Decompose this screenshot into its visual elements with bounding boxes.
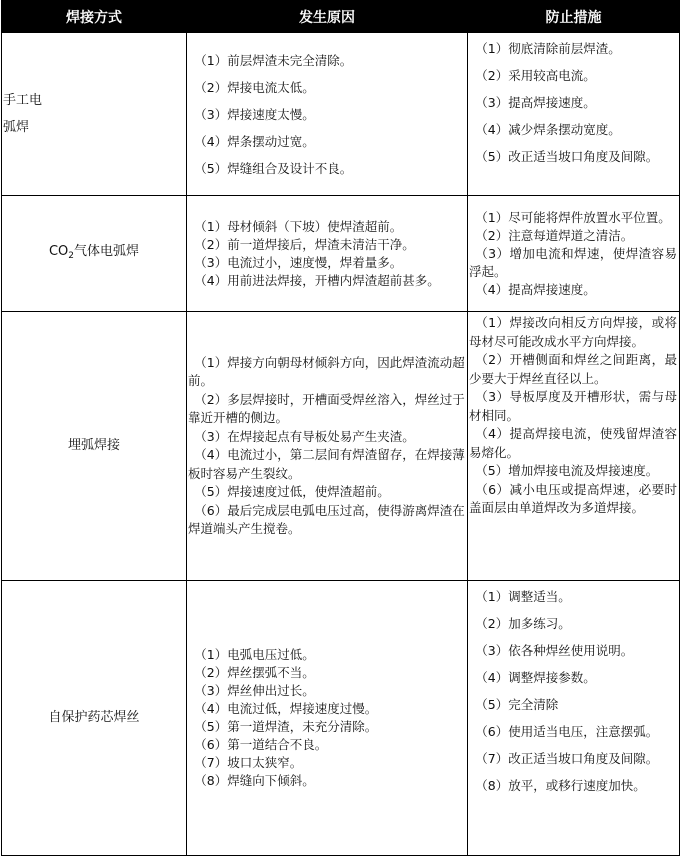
measures-cell xyxy=(468,196,680,312)
measure-item: （2）开槽侧面和焊丝之间距离，最少要大于焊丝直径以上。 xyxy=(469,352,677,386)
cause-item: （1）母材倾斜（下坡）使焊渣超前。 xyxy=(194,218,403,234)
method-cell-self-shielded: 自保护药芯焊丝 xyxy=(2,581,187,856)
header-cause: 发生原因 xyxy=(187,1,468,33)
causes-cell xyxy=(187,312,468,581)
measure-item: （1）尽可能将焊件放置水平位置。 xyxy=(475,209,671,225)
cause-item: （2）焊接电流太低。 xyxy=(194,79,315,95)
measure-item: （3）增加电流和焊速，使焊渣容易浮起。 xyxy=(469,245,677,279)
measure-item: （6）使用适当电压，注意摆弧。 xyxy=(475,724,659,739)
method-label-suffix: 气体电弧焊 xyxy=(74,243,140,259)
table-row xyxy=(2,196,680,312)
cause-item: （3）在焊接起点有导板处易产生夹渣。 xyxy=(194,428,415,444)
cause-item: （4）电流过小，第二层间有焊渣留存，在焊接薄板时容易产生裂纹。 xyxy=(188,447,465,481)
cause-item: （4）焊条摆动过宽。 xyxy=(194,133,315,149)
measure-item: （1）彻底清除前层焊渣。 xyxy=(475,41,621,56)
method-label: 弧焊 xyxy=(3,120,30,135)
cause-item: （4）电流过低，焊接速度过慢。 xyxy=(194,701,378,716)
cause-item: （4）用前进法焊接，开槽内焊渣超前甚多。 xyxy=(194,272,440,288)
measures-cell xyxy=(468,312,680,581)
measure-item: （5）增加焊接电流及焊接速度。 xyxy=(475,463,659,478)
measure-item: （2）注意每道焊道之清洁。 xyxy=(475,227,634,243)
measure-item: （3）提高焊接速度。 xyxy=(475,95,596,110)
cause-item: （3）焊丝伸出过长。 xyxy=(194,683,315,698)
measure-item: （4）调整焊接参数。 xyxy=(475,670,596,685)
measures-cell xyxy=(468,33,680,196)
measure-item: （4）提高焊接电流，使残留焊渣容易熔化。 xyxy=(469,426,677,460)
cause-item: （7）坡口太狭窄。 xyxy=(194,755,303,770)
table-row xyxy=(2,581,680,856)
measure-item: （1）焊接改向相反方向焊接，或将母材尽可能改成水平方向焊接。 xyxy=(469,315,677,349)
cause-item: （1）焊接方向朝母材倾斜方向，因此焊渣流动超前。 xyxy=(188,354,465,388)
cause-item: （1）电弧电压过低。 xyxy=(194,647,315,662)
cause-item: （5）焊缝组合及设计不良。 xyxy=(194,160,353,176)
measure-item: （5）改正适当坡口角度及间隙。 xyxy=(475,149,659,164)
causes-cell xyxy=(187,196,468,312)
cause-item: （6）最后完成层电弧电压过高，使得游离焊渣在焊道端头产生搅卷。 xyxy=(188,502,465,536)
measure-item: （3）导板厚度及开槽形状，需与母材相同。 xyxy=(469,389,677,423)
causes-cell xyxy=(187,581,468,856)
cause-item: （2）前一道焊接后，焊渣未清洁干净。 xyxy=(194,236,415,252)
cause-item: （5）焊接速度过低，使焊渣超前。 xyxy=(194,484,390,499)
cause-item: （3）焊接速度太慢。 xyxy=(194,106,315,122)
measure-item: （4）减少焊条摆动宽度。 xyxy=(475,122,621,137)
method-label-prefix: CO xyxy=(48,243,69,259)
header-prevention: 防止措施 xyxy=(468,1,680,33)
measure-item: （5）完全清除 xyxy=(475,697,559,712)
cause-item: （1）前层焊渣未完全清除。 xyxy=(194,52,353,68)
cause-item: （3）电流过小，速度慢，焊着量多。 xyxy=(194,254,403,270)
method-cell-co2 xyxy=(2,196,187,312)
measures-cell xyxy=(468,581,680,856)
cause-item: （5）第一道焊渣，未充分清除。 xyxy=(194,719,378,734)
method-cell-submerged-arc: 埋弧焊接 xyxy=(2,312,187,581)
welding-slag-table xyxy=(1,0,680,856)
table-row xyxy=(2,312,680,581)
measure-item: （2）加多练习。 xyxy=(475,616,571,631)
measure-item: （3）依各种焊丝使用说明。 xyxy=(475,643,634,658)
measure-item: （2）采用较高电流。 xyxy=(475,68,596,83)
header-welding-method: 焊接方式 xyxy=(2,1,187,33)
cause-item: （8）焊缝向下倾斜。 xyxy=(194,773,315,788)
method-label-subscript: 2 xyxy=(68,250,75,261)
header-row xyxy=(2,1,680,33)
cause-item: （6）第一道结合不良。 xyxy=(194,737,328,752)
method-cell-manual-arc xyxy=(2,33,187,196)
table-row xyxy=(2,33,680,196)
cause-item: （2）焊丝摆弧不当。 xyxy=(194,665,315,680)
measure-item: （7）改正适当坡口角度及间隙。 xyxy=(475,751,659,766)
measure-item: （1）调整适当。 xyxy=(475,589,571,604)
measure-item: （6）减小电压或提高焊速，必要时盖面层由单道焊改为多道焊接。 xyxy=(469,481,677,515)
causes-cell xyxy=(187,33,468,196)
cause-item: （2）多层焊接时，开槽面受焊丝溶入，焊丝过于靠近开槽的侧边。 xyxy=(188,391,465,425)
method-label: 手工电 xyxy=(3,93,43,108)
measure-item: （8）放平，或移行速度加快。 xyxy=(475,778,646,793)
measure-item: （4）提高焊接速度。 xyxy=(475,281,596,297)
